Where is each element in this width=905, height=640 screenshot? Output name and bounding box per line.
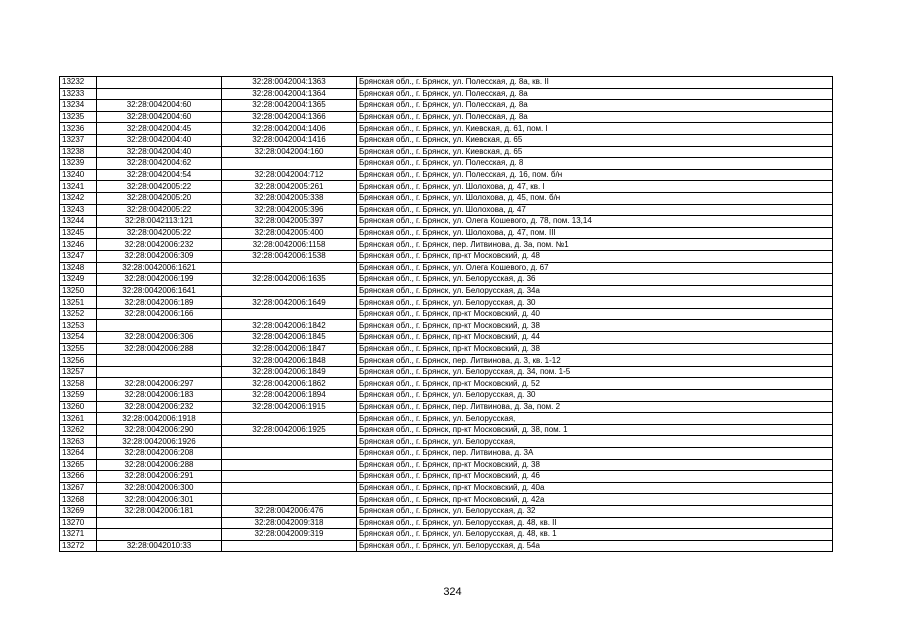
row-number-cell: 13240 [60, 169, 97, 181]
table-row [60, 134, 833, 146]
land-cadastral-number-cell: 32:28:0042004:60 [97, 111, 222, 123]
building-cadastral-number-cell: 32:28:0042006:1842 [222, 320, 357, 332]
land-cadastral-number-cell: 32:28:0042006:208 [97, 448, 222, 460]
land-cadastral-number-cell: 32:28:0042006:1621 [97, 262, 222, 274]
table-row [60, 250, 833, 262]
land-cadastral-number-cell [97, 529, 222, 541]
address-cell: Брянская обл., г. Брянск, ул. Киевская, д. 61, пом. I [357, 123, 833, 135]
row-number-cell: 13242 [60, 192, 97, 204]
row-number-cell: 13248 [60, 262, 97, 274]
address-cell: Брянская обл., г. Брянск, ул. Белорусская, д. 54а [357, 540, 833, 552]
land-cadastral-number-cell: 32:28:0042113:121 [97, 216, 222, 228]
table-row [60, 123, 833, 135]
table-row [60, 482, 833, 494]
land-cadastral-number-cell: 32:28:0042006:1926 [97, 436, 222, 448]
table-row [60, 413, 833, 425]
row-number-cell: 13267 [60, 482, 97, 494]
address-cell: Брянская обл., г. Брянск, пр-кт Московский, д. 38 [357, 459, 833, 471]
building-cadastral-number-cell [222, 308, 357, 320]
address-cell: Брянская обл., г. Брянск, пр-кт Московский, д. 42а [357, 494, 833, 506]
building-cadastral-number-cell: 32:28:0042006:1894 [222, 390, 357, 402]
address-cell: Брянская обл., г. Брянск, пер. Литвинова, д. 3а, пом. №1 [357, 239, 833, 251]
land-cadastral-number-cell: 32:28:0042006:1641 [97, 285, 222, 297]
address-cell: Брянская обл., г. Брянск, пер. Литвинова, д. 3а, пом. 2 [357, 401, 833, 413]
row-number-cell: 13239 [60, 158, 97, 170]
land-cadastral-number-cell: 32:28:0042010:33 [97, 540, 222, 552]
table-row [60, 494, 833, 506]
table-row [60, 540, 833, 552]
table-row [60, 262, 833, 274]
table-row [60, 401, 833, 413]
address-cell: Брянская обл., г. Брянск, ул. Белорусская, д. 30 [357, 390, 833, 402]
building-cadastral-number-cell: 32:28:0042006:1925 [222, 424, 357, 436]
row-number-cell: 13235 [60, 111, 97, 123]
address-cell: Брянская обл., г. Брянск, ул. Полесская, д. 16, пом. б/н [357, 169, 833, 181]
address-cell: Брянская обл., г. Брянск, ул. Полесская, д. 8а [357, 100, 833, 112]
address-cell: Брянская обл., г. Брянск, пр-кт Московский, д. 48 [357, 250, 833, 262]
building-cadastral-number-cell: 32:28:0042004:1363 [222, 77, 357, 89]
row-number-cell: 13268 [60, 494, 97, 506]
land-cadastral-number-cell [97, 88, 222, 100]
building-cadastral-number-cell: 32:28:0042009:318 [222, 517, 357, 529]
table-row [60, 111, 833, 123]
table-row [60, 181, 833, 193]
land-cadastral-number-cell: 32:28:0042006:232 [97, 401, 222, 413]
table-row [60, 366, 833, 378]
row-number-cell: 13237 [60, 134, 97, 146]
table-row [60, 448, 833, 460]
land-cadastral-number-cell: 32:28:0042006:288 [97, 459, 222, 471]
building-cadastral-number-cell [222, 413, 357, 425]
document-sheet [59, 76, 830, 552]
land-cadastral-number-cell: 32:28:0042004:62 [97, 158, 222, 170]
land-cadastral-number-cell: 32:28:0042006:301 [97, 494, 222, 506]
building-cadastral-number-cell: 32:28:0042004:1366 [222, 111, 357, 123]
building-cadastral-number-cell [222, 471, 357, 483]
land-cadastral-number-cell: 32:28:0042006:291 [97, 471, 222, 483]
building-cadastral-number-cell [222, 540, 357, 552]
table-row [60, 227, 833, 239]
land-cadastral-number-cell [97, 77, 222, 89]
address-cell: Брянская обл., г. Брянск, ул. Полесская, д. 8 [357, 158, 833, 170]
table-row [60, 378, 833, 390]
building-cadastral-number-cell [222, 448, 357, 460]
page-number: 324 [443, 586, 462, 598]
land-cadastral-number-cell [97, 517, 222, 529]
table-row [60, 204, 833, 216]
address-cell: Брянская обл., г. Брянск, ул. Киевская, д. 65 [357, 146, 833, 158]
row-number-cell: 13257 [60, 366, 97, 378]
row-number-cell: 13271 [60, 529, 97, 541]
address-cell: Брянская обл., г. Брянск, ул. Белорусская, д. 34, пом. 1-5 [357, 366, 833, 378]
address-cell: Брянская обл., г. Брянск, пр-кт Московский, д. 38 [357, 320, 833, 332]
row-number-cell: 13260 [60, 401, 97, 413]
row-number-cell: 13262 [60, 424, 97, 436]
address-cell: Брянская обл., г. Брянск, пр-кт Московский, д. 38, пом. 1 [357, 424, 833, 436]
table-row [60, 297, 833, 309]
land-cadastral-number-cell: 32:28:0042006:199 [97, 274, 222, 286]
row-number-cell: 13236 [60, 123, 97, 135]
registry-table-body [60, 77, 833, 552]
row-number-cell: 13269 [60, 505, 97, 517]
land-cadastral-number-cell [97, 366, 222, 378]
land-cadastral-number-cell: 32:28:0042006:166 [97, 308, 222, 320]
building-cadastral-number-cell [222, 158, 357, 170]
row-number-cell: 13234 [60, 100, 97, 112]
address-cell: Брянская обл., г. Брянск, ул. Киевская, д. 65 [357, 134, 833, 146]
address-cell: Брянская обл., г. Брянск, ул. Белорусская, д. 36 [357, 274, 833, 286]
land-cadastral-number-cell: 32:28:0042005:20 [97, 192, 222, 204]
building-cadastral-number-cell: 32:28:0042006:1847 [222, 343, 357, 355]
row-number-cell: 13245 [60, 227, 97, 239]
building-cadastral-number-cell: 32:28:0042006:1635 [222, 274, 357, 286]
table-row [60, 343, 833, 355]
land-cadastral-number-cell: 32:28:0042006:290 [97, 424, 222, 436]
table-row [60, 471, 833, 483]
table-row [60, 505, 833, 517]
address-cell: Брянская обл., г. Брянск, ул. Шолохова, д. 47, пом. III [357, 227, 833, 239]
row-number-cell: 13247 [60, 250, 97, 262]
building-cadastral-number-cell: 32:28:0042004:1364 [222, 88, 357, 100]
building-cadastral-number-cell: 32:28:0042005:261 [222, 181, 357, 193]
address-cell: Брянская обл., г. Брянск, пер. Литвинова, д. 3А [357, 448, 833, 460]
land-cadastral-number-cell: 32:28:0042006:181 [97, 505, 222, 517]
building-cadastral-number-cell: 32:28:0042006:1649 [222, 297, 357, 309]
row-number-cell: 13254 [60, 332, 97, 344]
land-cadastral-number-cell: 32:28:0042005:22 [97, 227, 222, 239]
row-number-cell: 13244 [60, 216, 97, 228]
building-cadastral-number-cell: 32:28:0042006:1915 [222, 401, 357, 413]
table-row [60, 192, 833, 204]
building-cadastral-number-cell: 32:28:0042004:712 [222, 169, 357, 181]
address-cell: Брянская обл., г. Брянск, ул. Олега Кошевого, д. 67 [357, 262, 833, 274]
building-cadastral-number-cell: 32:28:0042006:1845 [222, 332, 357, 344]
land-cadastral-number-cell: 32:28:0042005:22 [97, 204, 222, 216]
table-row [60, 216, 833, 228]
land-cadastral-number-cell: 32:28:0042004:54 [97, 169, 222, 181]
building-cadastral-number-cell: 32:28:0042009:319 [222, 529, 357, 541]
building-cadastral-number-cell: 32:28:0042005:400 [222, 227, 357, 239]
table-row [60, 529, 833, 541]
row-number-cell: 13270 [60, 517, 97, 529]
building-cadastral-number-cell [222, 459, 357, 471]
land-cadastral-number-cell: 32:28:0042005:22 [97, 181, 222, 193]
address-cell: Брянская обл., г. Брянск, пр-кт Московский, д. 46 [357, 471, 833, 483]
table-row [60, 239, 833, 251]
building-cadastral-number-cell [222, 436, 357, 448]
row-number-cell: 13253 [60, 320, 97, 332]
row-number-cell: 13256 [60, 355, 97, 367]
table-row [60, 517, 833, 529]
table-row [60, 158, 833, 170]
land-cadastral-number-cell [97, 320, 222, 332]
row-number-cell: 13255 [60, 343, 97, 355]
address-cell: Брянская обл., г. Брянск, пр-кт Московский, д. 52 [357, 378, 833, 390]
table-row [60, 100, 833, 112]
row-number-cell: 13252 [60, 308, 97, 320]
land-cadastral-number-cell: 32:28:0042004:40 [97, 146, 222, 158]
address-cell: Брянская обл., г. Брянск, ул. Полесская, д. 8а [357, 88, 833, 100]
row-number-cell: 13232 [60, 77, 97, 89]
land-cadastral-number-cell: 32:28:0042006:297 [97, 378, 222, 390]
table-row [60, 146, 833, 158]
row-number-cell: 13272 [60, 540, 97, 552]
row-number-cell: 13266 [60, 471, 97, 483]
building-cadastral-number-cell: 32:28:0042006:1158 [222, 239, 357, 251]
building-cadastral-number-cell [222, 285, 357, 297]
table-row [60, 285, 833, 297]
table-row [60, 77, 833, 89]
address-cell: Брянская обл., г. Брянск, ул. Олега Кошевого, д. 78, пом. 13,14 [357, 216, 833, 228]
row-number-cell: 13263 [60, 436, 97, 448]
row-number-cell: 13241 [60, 181, 97, 193]
table-row [60, 274, 833, 286]
land-cadastral-number-cell: 32:28:0042004:40 [97, 134, 222, 146]
row-number-cell: 13238 [60, 146, 97, 158]
land-cadastral-number-cell: 32:28:0042006:1918 [97, 413, 222, 425]
row-number-cell: 13246 [60, 239, 97, 251]
table-row [60, 390, 833, 402]
registry-table [59, 76, 833, 552]
land-cadastral-number-cell: 32:28:0042004:60 [97, 100, 222, 112]
table-row [60, 459, 833, 471]
address-cell: Брянская обл., г. Брянск, пр-кт Московский, д. 40 [357, 308, 833, 320]
land-cadastral-number-cell: 32:28:0042006:306 [97, 332, 222, 344]
building-cadastral-number-cell [222, 482, 357, 494]
table-row [60, 169, 833, 181]
table-row [60, 436, 833, 448]
address-cell: Брянская обл., г. Брянск, ул. Белорусская, д. 48, кв. 1 [357, 529, 833, 541]
building-cadastral-number-cell: 32:28:0042006:1862 [222, 378, 357, 390]
address-cell: Брянская обл., г. Брянск, пр-кт Московский, д. 40а [357, 482, 833, 494]
row-number-cell: 13250 [60, 285, 97, 297]
land-cadastral-number-cell: 32:28:0042006:183 [97, 390, 222, 402]
address-cell: Брянская обл., г. Брянск, ул. Белорусская, д. 32 [357, 505, 833, 517]
row-number-cell: 13249 [60, 274, 97, 286]
table-row [60, 88, 833, 100]
building-cadastral-number-cell: 32:28:0042005:338 [222, 192, 357, 204]
address-cell: Брянская обл., г. Брянск, ул. Белорусская, д. 48, кв. II [357, 517, 833, 529]
table-row [60, 332, 833, 344]
building-cadastral-number-cell: 32:28:0042005:397 [222, 216, 357, 228]
building-cadastral-number-cell: 32:28:0042005:396 [222, 204, 357, 216]
land-cadastral-number-cell: 32:28:0042006:232 [97, 239, 222, 251]
table-row [60, 355, 833, 367]
address-cell: Брянская обл., г. Брянск, ул. Шолохова, д. 45, пом. б/н [357, 192, 833, 204]
building-cadastral-number-cell: 32:28:0042004:1416 [222, 134, 357, 146]
building-cadastral-number-cell: 32:28:0042006:476 [222, 505, 357, 517]
land-cadastral-number-cell: 32:28:0042004:45 [97, 123, 222, 135]
row-number-cell: 13261 [60, 413, 97, 425]
table-row [60, 424, 833, 436]
address-cell: Брянская обл., г. Брянск, ул. Белорусская, д. 30 [357, 297, 833, 309]
address-cell: Брянская обл., г. Брянск, ул. Шолохова, д. 47 [357, 204, 833, 216]
address-cell: Брянская обл., г. Брянск, ул. Шолохова, д. 47, кв. I [357, 181, 833, 193]
address-cell: Брянская обл., г. Брянск, пер. Литвинова, д. 3, кв. 1-12 [357, 355, 833, 367]
land-cadastral-number-cell: 32:28:0042006:300 [97, 482, 222, 494]
row-number-cell: 13264 [60, 448, 97, 460]
land-cadastral-number-cell: 32:28:0042006:309 [97, 250, 222, 262]
land-cadastral-number-cell: 32:28:0042006:189 [97, 297, 222, 309]
building-cadastral-number-cell: 32:28:0042004:1406 [222, 123, 357, 135]
address-cell: Брянская обл., г. Брянск, ул. Белорусская, д. 34а [357, 285, 833, 297]
table-row [60, 320, 833, 332]
table-row [60, 308, 833, 320]
building-cadastral-number-cell [222, 494, 357, 506]
building-cadastral-number-cell: 32:28:0042004:1365 [222, 100, 357, 112]
address-cell: Брянская обл., г. Брянск, пр-кт Московский, д. 38 [357, 343, 833, 355]
row-number-cell: 13251 [60, 297, 97, 309]
row-number-cell: 13265 [60, 459, 97, 471]
building-cadastral-number-cell [222, 262, 357, 274]
address-cell: Брянская обл., г. Брянск, ул. Полесская, д. 8а [357, 111, 833, 123]
address-cell: Брянская обл., г. Брянск, ул. Полесская, д. 8а, кв. II [357, 77, 833, 89]
row-number-cell: 13243 [60, 204, 97, 216]
building-cadastral-number-cell: 32:28:0042006:1848 [222, 355, 357, 367]
land-cadastral-number-cell [97, 355, 222, 367]
row-number-cell: 13258 [60, 378, 97, 390]
land-cadastral-number-cell: 32:28:0042006:288 [97, 343, 222, 355]
building-cadastral-number-cell: 32:28:0042004:160 [222, 146, 357, 158]
building-cadastral-number-cell: 32:28:0042006:1849 [222, 366, 357, 378]
address-cell: Брянская обл., г. Брянск, ул. Белорусская, [357, 436, 833, 448]
row-number-cell: 13233 [60, 88, 97, 100]
address-cell: Брянская обл., г. Брянск, пр-кт Московский, д. 44 [357, 332, 833, 344]
building-cadastral-number-cell: 32:28:0042006:1538 [222, 250, 357, 262]
address-cell: Брянская обл., г. Брянск, ул. Белорусская, [357, 413, 833, 425]
row-number-cell: 13259 [60, 390, 97, 402]
